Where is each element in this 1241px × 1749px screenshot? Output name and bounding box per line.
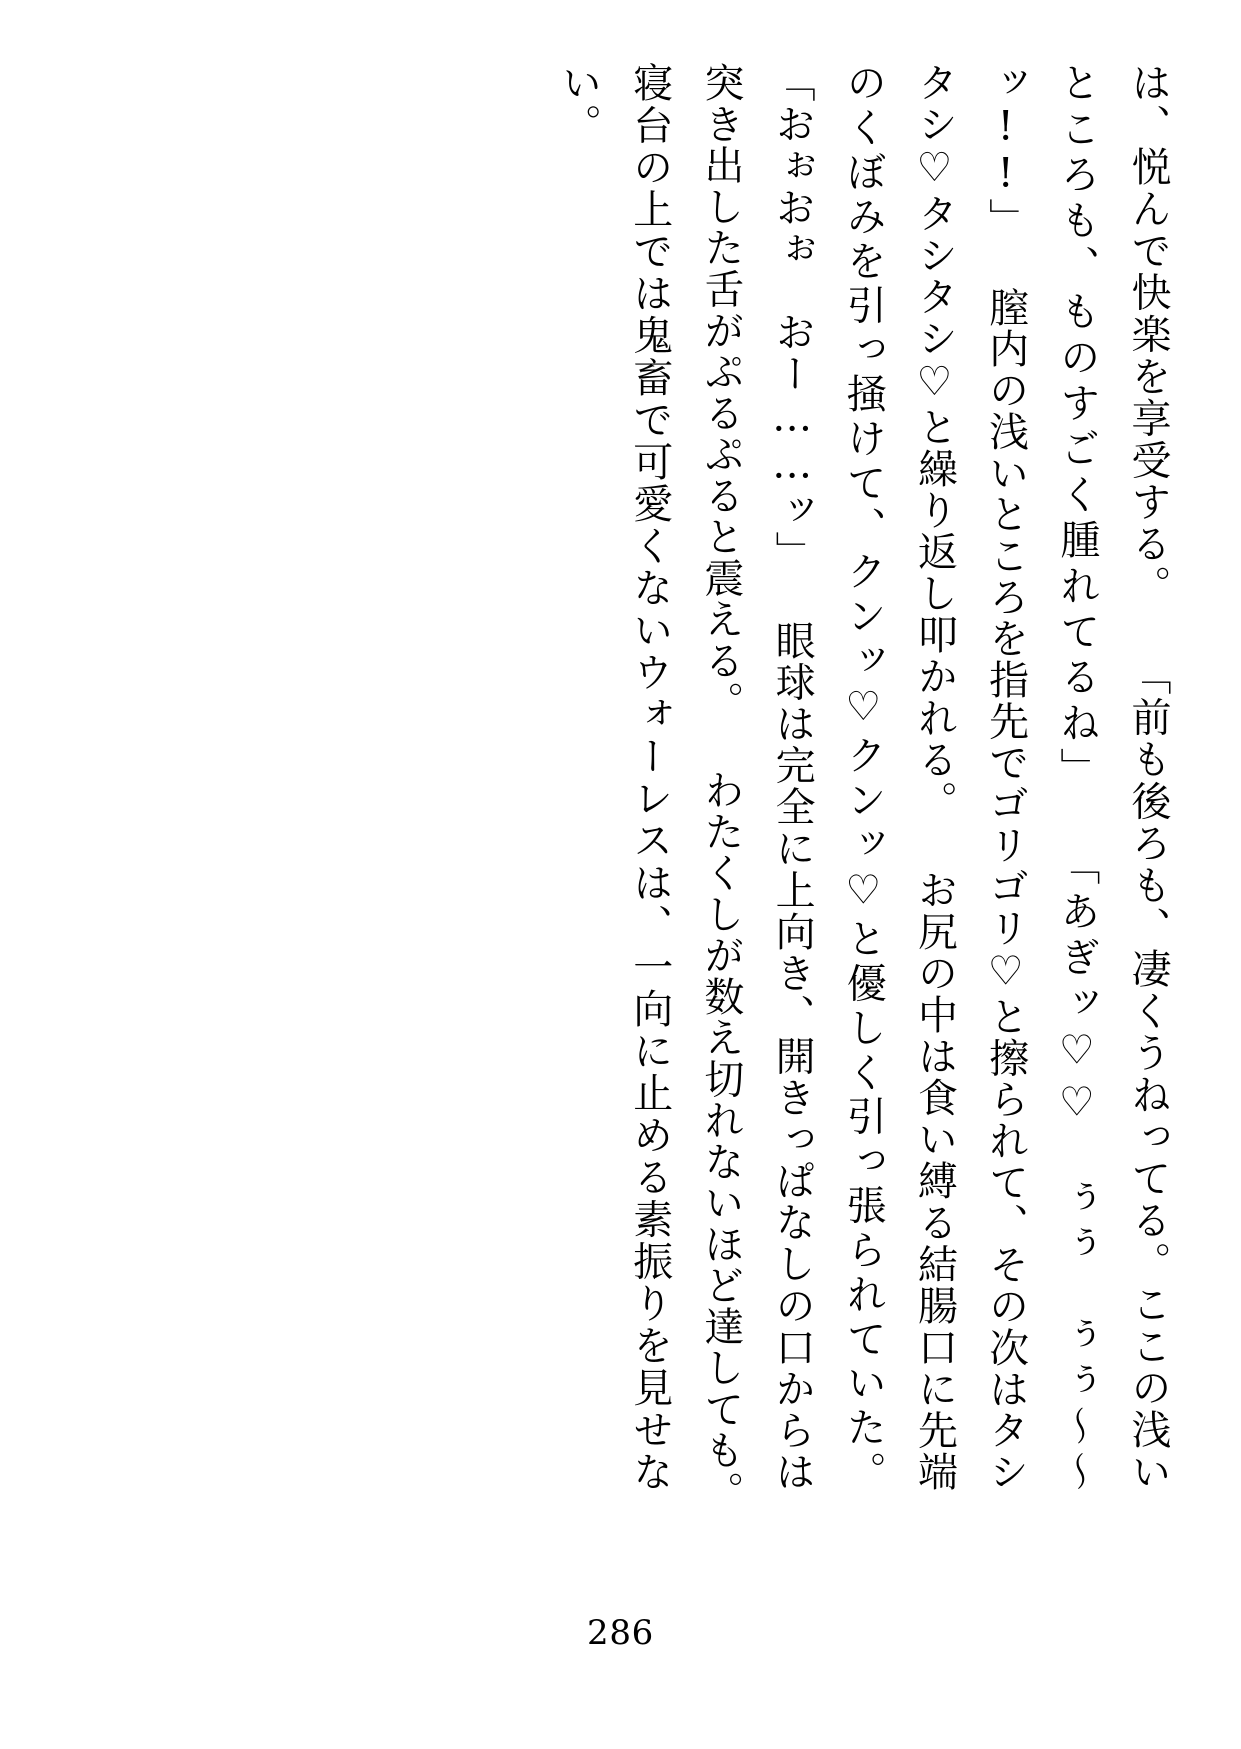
page-body-text: は、悦んで快楽を享受する。 「前も後ろも、凄くうねってる。ここの浅いところも、ものすごく腫れてるね」 「あぎッ♡♡ ぅぅ ぅぅ～～ッ!!」 膣内の浅いところを指先でゴリゴリ♡と擦られて、その次はタシタシ♡タシタシ♡と繰り返し叩かれる。 お尻の中は食い縛る結腸口に先端のくぼみを引っ掻けて、クンッ♡クンッ♡と優しく引っ張られていた。 「おぉおぉ おー……ッ」 眼球は完全に上向き、開きっぱなしの口からは突き出した舌がぷるぷると震える。 わたくしが数え切れないほど達しても。 寝台の上では鬼畜で可愛くないウォーレスは、一向に止める素振りを見せない。 xyxy=(555,62,1171,1534)
page-number: 286 xyxy=(587,1613,654,1653)
